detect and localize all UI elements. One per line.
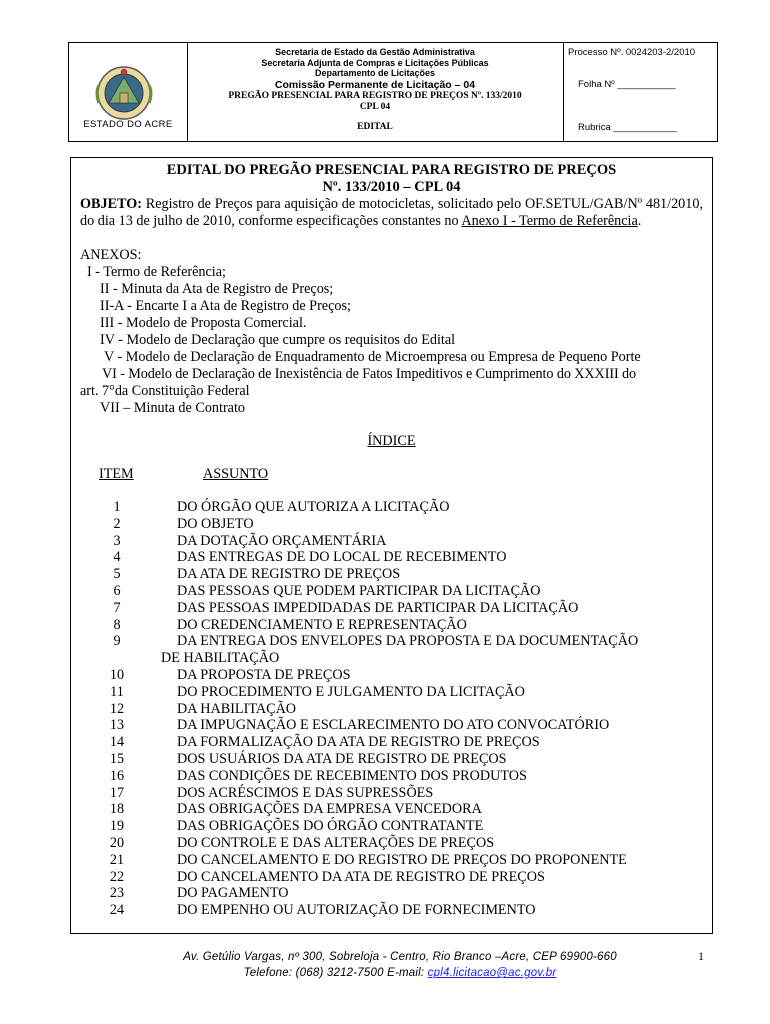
index-item-subject: DO CANCELAMENTO DA ATA DE REGISTRO DE PREÇOS [177,868,545,885]
index-item-subject: DO ÓRGÃO QUE AUTORIZA A LICITAÇÃO [177,499,450,515]
header-commission: Comissão Permanente de Licitação – 04 [274,78,476,91]
index-item-subject: DAS OBRIGAÇÕES DA EMPRESA VENCEDORA [177,801,482,818]
email-link[interactable]: cpl4.licitacao@ac.gov.br [427,967,557,979]
index-item-subject: DAS PESSOAS IMPEDIDADAS DE PARTICIPAR DA LICITAÇÃO [177,599,579,616]
header-line-2: Secretaria Adjunta de Compras e Licitações Públicas [261,57,489,68]
index-item-number: 24 [109,902,125,919]
header-pregao: PREGÃO PRESENCIAL PARA REGISTRO DE PREÇOS Nº. 133/2010 [228,90,522,101]
header-process-cell [564,43,719,141]
index-item-number: 18 [109,801,125,818]
index-item-subject: DO OBJETO [177,515,254,532]
index-item-subject: DO PAGAMENTO [177,885,289,902]
index-item-subject: DOS ACRÉSCIMOS E DAS SUPRESSÕES [177,784,434,801]
index-item-number: 19 [109,818,125,835]
index-item-number: 4 [113,549,121,566]
index-row [80,902,703,919]
index-item-subject: DO CONTROLE E DAS ALTERAÇÕES DE PREÇOS [177,834,495,851]
document-subtitle: Nº. 133/2010 – CPL 04 [322,179,461,195]
anexo-item: II - Minuta da Ata de Registro de Preços; [100,281,334,297]
anexo-item: VI - Modelo de Declaração de Inexistência de Fatos Impeditivos e Cumprimento do XXXIII do [102,366,637,382]
index-row [80,717,703,734]
footer-contact [120,965,680,981]
index-item-number: 13 [109,717,125,734]
index-item-number: 22 [109,868,125,885]
index-row [80,869,703,886]
header-line-3: Departamento de Licitações [314,68,436,78]
col-assunto: ASSUNTO [203,466,269,482]
index-row [80,701,703,718]
index-item-subject: DA DOTAÇÃO ORÇAMENTÁRIA [177,532,387,549]
index-row [80,785,703,802]
objeto-paragraph [80,196,703,230]
index-item-subject: DO PROCEDIMENTO E JULGAMENTO DA LICITAÇÃO [177,683,525,700]
state-seal-icon [93,63,155,123]
index-header [80,466,703,483]
header-logo-cell [69,43,188,141]
index-item-subject: DAS CONDIÇÕES DE RECEBIMENTO DOS PRODUTOS [177,767,527,784]
anexo-item: V - Modelo de Declaração de Enquadramento de Microempresa ou Empresa de Pequeno Porte [104,349,641,365]
objeto-label: OBJETO: [80,196,143,212]
anexo-item: III - Modelo de Proposta Comercial. [100,315,307,331]
index-item-number: 8 [113,616,121,633]
index-item-number: 14 [109,734,125,751]
index-row [80,768,703,785]
index-list [80,499,703,919]
index-item-number: 10 [109,666,125,683]
index-row [80,633,703,650]
footer-phone: Telefone: (068) 3212-7500 E-mail: [243,967,428,979]
index-row [80,818,703,835]
header-cpl: CPL 04 [359,101,391,112]
index-row [80,852,703,869]
index-row [80,499,703,516]
index-item-subject: DO CANCELAMENTO E DO REGISTRO DE PREÇOS DO PROPONENTE [177,851,627,868]
index-item-number: 23 [109,885,125,902]
index-row [80,583,703,600]
index-row [80,617,703,634]
index-row [80,734,703,751]
index-row [80,751,703,768]
index-item-subject: DA IMPUGNAÇÃO E ESCLARECIMENTO DO ATO CONVOCATÓRIO [177,717,610,734]
edital-body [70,157,713,934]
index-item-subject: DA FORMALIZAÇÃO DA ATA DE REGISTRO DE PREÇOS [177,734,540,751]
document-title: EDITAL DO PREGÃO PRESENCIAL PARA REGISTRO DE PREÇOS [166,162,617,178]
index-row [80,549,703,566]
index-item-subject: DAS ENTREGAS DE DO LOCAL DE RECEBIMENTO [177,549,507,566]
index-item-subject: DA PROPOSTA DE PREÇOS [177,666,351,683]
col-item: ITEM [99,466,134,482]
anexo-item-cont: art. 7°da Constituição Federal [80,383,250,399]
process-number: Processo Nº. 0024203-2/2010 [568,47,696,58]
header-title-cell [187,43,564,141]
document-header [68,42,718,142]
rubrica-field: Rubrica ____________ [578,122,677,133]
index-row-continuation [80,650,703,667]
anexo-item: I - Termo de Referência; [87,264,226,280]
index-item-subject-cont: DE HABILITAÇÃO [161,650,280,667]
index-item-subject: DAS PESSOAS QUE PODEM PARTICIPAR DA LICITAÇÃO [177,582,541,599]
index-row [80,600,703,617]
index-item-number: 21 [109,851,125,868]
index-item-number: 5 [113,566,121,583]
index-item-subject: DO CREDENCIAMENTO E REPRESENTAÇÃO [177,616,467,633]
index-item-number: 1 [113,499,121,515]
index-item-subject: DA HABILITAÇÃO [177,700,297,717]
index-item-subject: DOS USUÁRIOS DA ATA DE REGISTRO DE PREÇOS [177,750,507,767]
index-item-number: 11 [110,683,124,700]
anexo-item: II-A - Encarte I a Ata de Registro de Preços; [100,298,351,314]
index-item-number: 9 [113,633,121,650]
objeto-text: Registro de Preços para aquisição de motocicletas, solicitado pelo OF.SETUL/GAB/Nº 481/2010, do dia 13 de julho de 2010, conforme especificações constantes no [80,196,703,229]
index-row [80,667,703,684]
index-row [80,566,703,583]
index-item-subject: DA ATA DE REGISTRO DE PREÇOS [177,566,401,583]
anexo-item: VII – Minuta de Contrato [100,400,245,416]
anexo-i-link[interactable]: Anexo I - Termo de Referência [461,213,638,229]
index-item-subject: DA ENTREGA DOS ENVELOPES DA PROPOSTA E DA DOCUMENTAÇÃO [177,633,639,650]
folha-field: Folha Nº ___________ [578,79,676,90]
anexo-item: IV - Modelo de Declaração que cumpre os requisitos do Edital [100,332,456,348]
index-item-number: 7 [113,599,121,616]
index-row [80,801,703,818]
header-edital: EDITAL [357,121,393,132]
index-item-number: 6 [113,582,121,599]
page-number: 1 [698,949,704,963]
index-item-number: 12 [109,700,125,717]
index-item-number: 3 [113,532,121,549]
index-item-number: 17 [109,784,125,801]
index-item-number: 2 [113,515,121,532]
anexos-title: ANEXOS: [80,247,142,263]
index-row [80,516,703,533]
indice-title: ÍNDICE [367,433,416,449]
state-label: ESTADO DO ACRE [83,119,173,130]
index-item-subject: DO EMPENHO OU AUTORIZAÇÃO DE FORNECIMENTO [177,902,536,919]
footer-address: Av. Getúlio Vargas, nº 300, Sobreloja - Centro, Rio Branco –Acre, CEP 69900-660 [183,951,617,963]
index-row [80,533,703,550]
index-item-number: 15 [109,750,125,767]
index-row [80,684,703,701]
index-row [80,835,703,852]
objeto-end: . [637,213,642,229]
index-item-number: 20 [109,834,125,851]
header-line-1: Secretaria de Estado da Gestão Administrativa [275,47,475,57]
index-row [80,885,703,902]
index-item-subject: DAS OBRIGAÇÕES DO ÓRGÃO CONTRATANTE [177,818,484,835]
page-footer [120,949,680,981]
index-item-number: 16 [109,767,125,784]
